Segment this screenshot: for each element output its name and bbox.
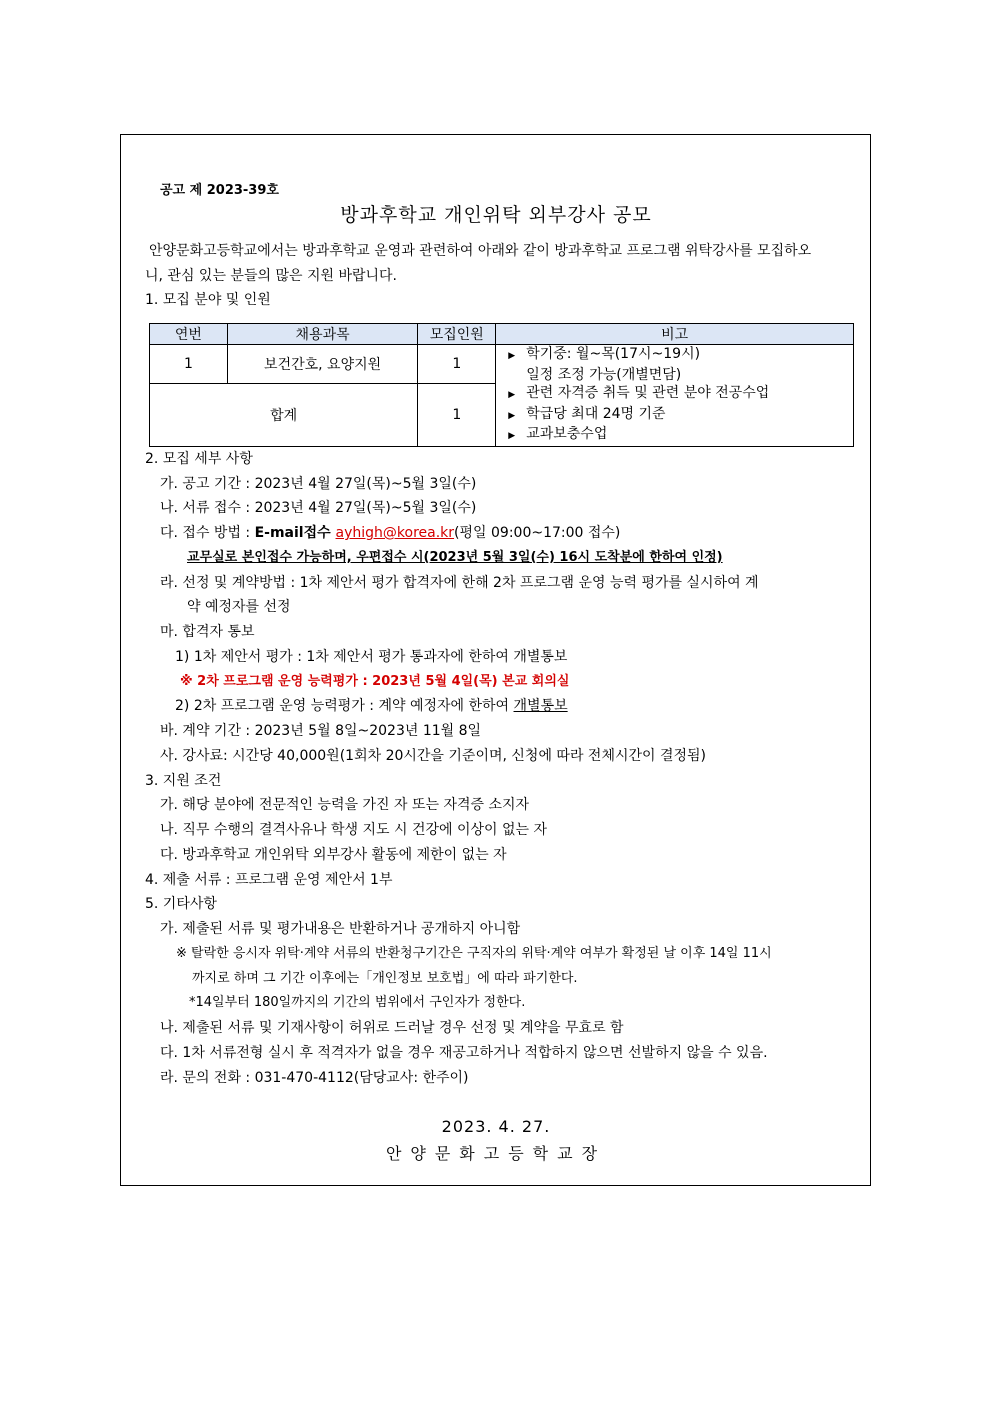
s3-da: 다. 방과후학교 개인위탁 외부강사 활동에 제한이 없는 자 [160, 847, 507, 863]
s2-ma: 마. 합격자 통보 [160, 624, 255, 640]
s5-note-1: ※ 탈락한 응시자 위탁·계약 서류의 반환청구기간은 구직자의 위탁·계약 여부가 확정된 날 이후 14일 11시 [176, 946, 772, 961]
email-link[interactable]: ayhigh@korea.kr [335, 525, 455, 541]
s5-note-3: *14일부터 180일까지의 기간의 범위에서 구인자가 정한다. [189, 995, 526, 1010]
bullet-icon: ▶ [508, 390, 516, 400]
table-row [150, 345, 854, 384]
issue-date: 2023. 4. 27. [441, 1117, 551, 1136]
total-count: 1 [418, 383, 496, 446]
s3-ga: 가. 해당 분야에 전문적인 능력을 가진 자 또는 자격증 소지자 [160, 797, 530, 813]
header-subject: 채용과목 [227, 324, 418, 345]
section-3-heading: 3. 지원 조건 [145, 773, 222, 789]
remark-item: ▶ 교과보충수업 [508, 425, 853, 446]
intro-line-1: 안양문화고등학교에서는 방과후학교 운영과 관련하여 아래와 같이 방과후학교 프로그램 위탁강사를 모집하오 [149, 243, 812, 259]
recruitment-table [149, 323, 854, 447]
notice-number: 공고 제 2023-39호 [160, 183, 279, 198]
section-4-heading: 4. 제출 서류 : 프로그램 운영 제안서 1부 [145, 872, 393, 888]
header-remarks: 비고 [496, 324, 854, 345]
bullet-icon: ▶ [508, 431, 516, 441]
bullet-icon: ▶ [508, 351, 516, 361]
s2-da: 다. 접수 방법 : E-mail접수 ayhigh@korea.kr(평일 09:00~17:00 접수) [160, 525, 621, 541]
remark-item: ▶ 학기중: 월~목(17시~19시) [508, 345, 853, 366]
header-no: 연번 [150, 324, 228, 345]
s2-ra-1: 라. 선정 및 계약방법 : 1차 제안서 평가 합격자에 한해 2차 프로그램 운영 능력 평가를 실시하여 계 [160, 575, 759, 591]
section-5-heading: 5. 기타사항 [145, 896, 217, 912]
s5-ra: 라. 문의 전화 : 031-470-4112(담당교사: 한주이) [160, 1070, 469, 1086]
remark-item: ▶ 학급당 최대 24명 기준 [508, 405, 853, 426]
remark-item: 일정 조정 가능(개별면담) [526, 366, 682, 383]
total-label: 합계 [150, 383, 418, 446]
page-title: 방과후학교 개인위탁 외부강사 공모 [340, 204, 652, 226]
s5-note-2: 까지로 하며 그 기간 이후에는「개인정보 보호법」에 따라 파기한다. [192, 971, 578, 986]
s5-na: 나. 제출된 서류 및 기재사항이 허위로 드러날 경우 선정 및 계약을 무효로 함 [160, 1020, 624, 1036]
header-count: 모집인원 [418, 324, 496, 345]
remarks-cell [496, 345, 854, 447]
s2-na: 나. 서류 접수 : 2023년 4월 27일(목)~5월 3일(수) [160, 500, 477, 516]
s2-da-note: 교무실로 본인접수 가능하며, 우편접수 시(2023년 5월 3일(수) 16시 도착분에 한하여 인정) [187, 550, 723, 565]
remark-item: ▶ 관련 자격증 취득 및 관련 분야 전공수업 [508, 384, 853, 405]
row-no: 1 [150, 345, 228, 384]
s2-ba: 바. 계약 기간 : 2023년 5월 8일~2023년 11월 8일 [160, 723, 482, 739]
s2-ma-1: 1) 1차 제안서 평가 : 1차 제안서 평가 통과자에 한하여 개별통보 [175, 649, 568, 665]
s3-na: 나. 직무 수행의 결격사유나 학생 지도 시 건강에 이상이 없는 자 [160, 822, 548, 838]
issuer-name: 안양문화고등학교장 [385, 1144, 607, 1163]
s2-ga: 가. 공고 기간 : 2023년 4월 27일(목)~5월 3일(수) [160, 476, 477, 492]
intro-line-2: 니, 관심 있는 분들의 많은 지원 바랍니다. [145, 268, 397, 284]
row-count: 1 [418, 345, 496, 384]
s2-ma-note: ※ 2차 프로그램 운영 능력평가 : 2023년 5월 4일(목) 본교 회의실 [180, 674, 570, 689]
table-header-row [150, 324, 854, 345]
s5-ga: 가. 제출된 서류 및 평가내용은 반환하거나 공개하지 아니함 [160, 921, 521, 937]
row-subject: 보건간호, 요양지원 [227, 345, 418, 384]
section-2-heading: 2. 모집 세부 사항 [145, 451, 253, 467]
section-1-heading: 1. 모집 분야 및 인원 [145, 292, 271, 308]
s2-ma-2: 2) 2차 프로그램 운영 능력평가 : 계약 예정자에 한하여 개별통보 [175, 698, 568, 714]
s2-sa: 사. 강사료: 시간당 40,000원(1회차 20시간을 기준이며, 신청에 따라 전체시간이 결정됨) [160, 748, 707, 764]
s2-ra-2: 약 예정자를 선정 [187, 599, 291, 615]
s5-da: 다. 1차 서류전형 실시 후 적격자가 없을 경우 재공고하거나 적합하지 않으면 선발하지 않을 수 있음. [160, 1045, 768, 1061]
bullet-icon: ▶ [508, 410, 516, 421]
